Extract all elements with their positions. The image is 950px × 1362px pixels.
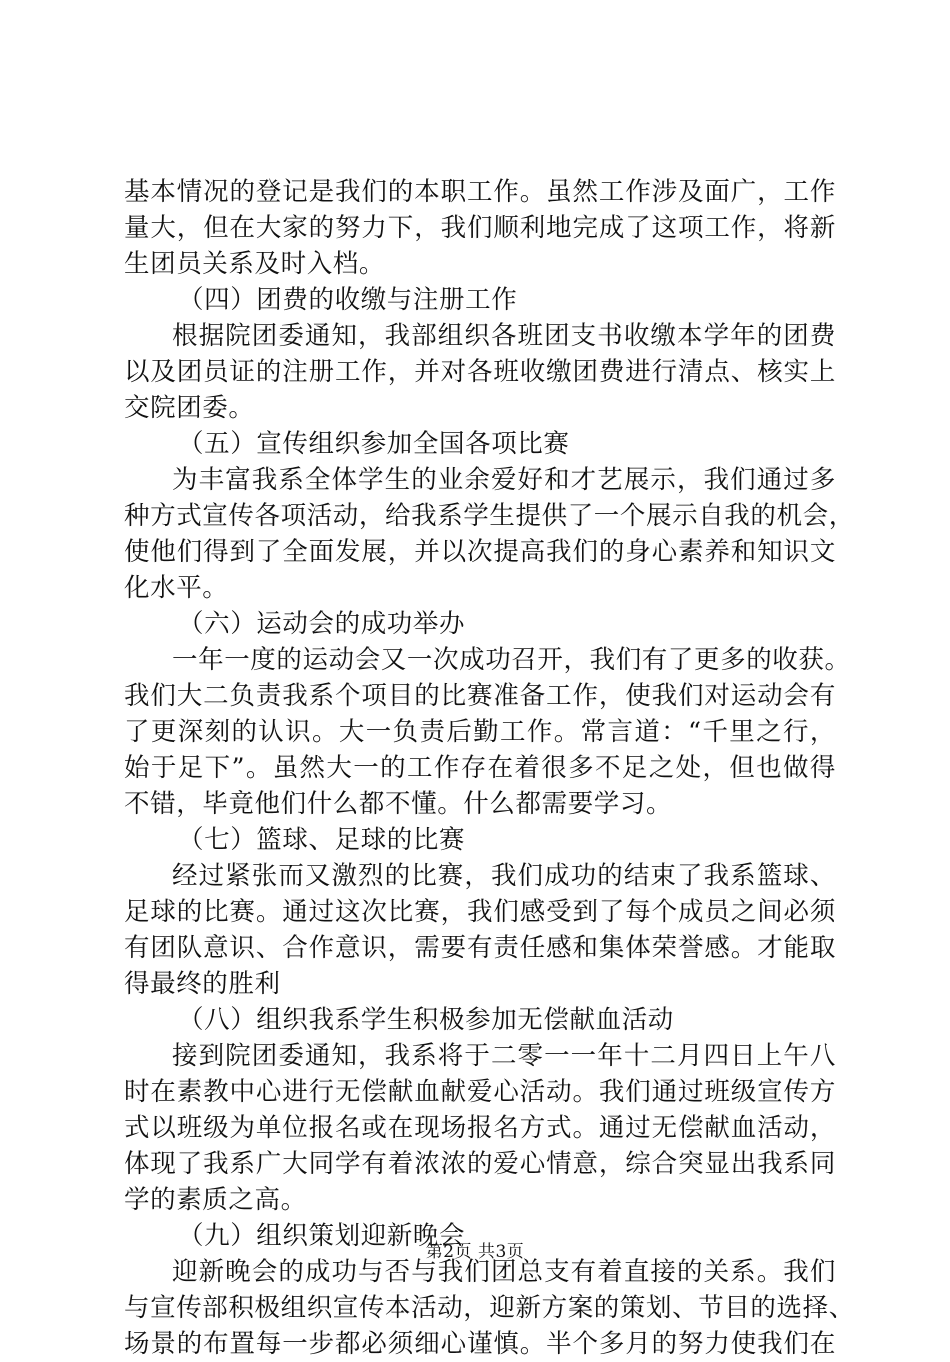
text-line: 种方式宣传各项活动，给我系学生提供了一个展示自我的机会，: [124, 501, 855, 531]
text-line: 式以班级为单位报名或在现场报名方式。通过无偿献血活动，: [124, 1113, 836, 1143]
text-line: 不错，毕竟他们什么都不懂。什么都需要学习。: [124, 789, 673, 819]
section-heading: （八）组织我系学生积极参加无偿献血活动: [178, 1005, 674, 1035]
page-number: 第2页 共3页: [425, 1242, 525, 1262]
text-line: 基本情况的登记是我们的本职工作。虽然工作涉及面广，工作: [124, 177, 836, 207]
text-line: 以及团员证的注册工作，并对各班收缴团费进行清点、核实上: [124, 357, 836, 387]
text-line: 场景的布置每一步都必须细心谨慎。半个多月的努力使我们在: [124, 1329, 836, 1359]
text-line: 了更深刻的认识。大一负责后勤工作。常言道：“千里之行，: [124, 717, 836, 747]
document-body: [124, 174, 855, 1362]
paragraph-start-line: 根据院团委通知，我部组织各班团支书收缴本学年的团费: [172, 321, 836, 351]
section-heading: （七）篮球、足球的比赛: [178, 825, 466, 855]
text-line: 足球的比赛。通过这次比赛，我们感受到了每个成员之间必须: [124, 897, 836, 927]
paragraph-start-line: 为丰富我系全体学生的业余爱好和才艺展示，我们通过多: [172, 465, 836, 495]
text-line: 量大，但在大家的努力下，我们顺利地完成了这项工作，将新: [124, 213, 836, 243]
paragraph-start-line: 一年一度的运动会又一次成功召开，我们有了更多的收获。: [172, 645, 851, 675]
paragraph-start-line: 迎新晚会的成功与否与我们团总支有着直接的关系。我们: [172, 1257, 836, 1287]
text-line: 交院团委。: [124, 393, 255, 423]
section-heading: （五）宣传组织参加全国各项比赛: [178, 429, 570, 459]
text-line: 我们大二负责我系个项目的比赛准备工作，使我们对运动会有: [124, 681, 836, 711]
page-footer: [0, 1240, 950, 1264]
section-heading: （四）团费的收缴与注册工作: [178, 285, 518, 315]
text-line: 得最终的胜利: [124, 969, 281, 999]
text-line: 体现了我系广大同学有着浓浓的爱心情意，综合突显出我系同: [124, 1149, 836, 1179]
text-line: 时在素教中心进行无偿献血献爱心活动。我们通过班级宣传方: [124, 1077, 836, 1107]
text-line: 使他们得到了全面发展，并以次提高我们的身心素养和知识文: [124, 537, 836, 567]
paragraph-start-line: 接到院团委通知，我系将于二零一一年十二月四日上午八: [172, 1041, 836, 1071]
text-line: 化水平。: [124, 573, 229, 603]
text-line: 有团队意识、合作意识，需要有责任感和集体荣誉感。才能取: [124, 933, 836, 963]
section-heading: （六）运动会的成功举办: [178, 609, 466, 639]
text-line: 与宣传部积极组织宣传本活动，迎新方案的策划、节目的选择、: [124, 1293, 855, 1323]
paragraph-start-line: 经过紧张而又激烈的比赛，我们成功的结束了我系篮球、: [172, 861, 836, 891]
text-line: 始于足下”。虽然大一的工作存在着很多不足之处，但也做得: [124, 753, 836, 783]
text-line: 生团员关系及时入档。: [124, 249, 386, 279]
text-line: 学的素质之高。: [124, 1185, 307, 1215]
section-heading: （九）组织策划迎新晚会: [178, 1221, 466, 1251]
